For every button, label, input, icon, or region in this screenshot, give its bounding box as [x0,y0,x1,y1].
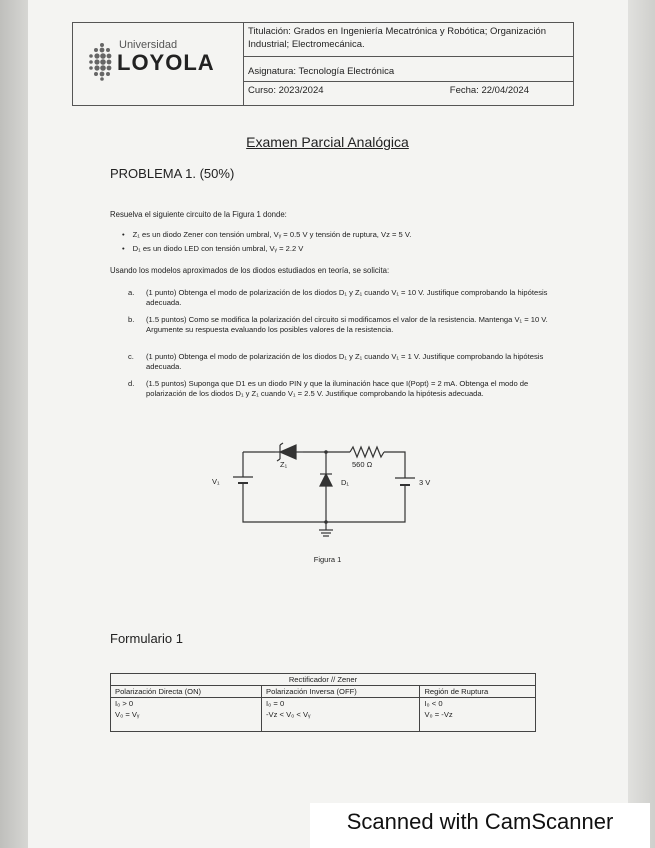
question-letter: c. [128,352,134,361]
table-header: Región de Ruptura [420,686,536,698]
titulacion: Titulación: Grados en Ingeniería Mecatrónica y Robótica; Organización Industrial; Electromecánica. [244,23,573,57]
question-text: (1 punto) Obtenga el modo de polarización de los diodos D₁ y Z₁ cuando V₁ = 1 V. Justifique comprobando la hipótesis adecuada. [146,352,544,371]
zener-diode-icon [275,443,303,461]
bullet-item: • Z₁ es un diodo Zener con tensión umbral, Vᵧ = 0.5 V y tensión de ruptura, Vz = 5 V. [122,230,411,239]
table-cell: I₀ > 0 [111,698,262,710]
table-cell: -Vz < V₀ < Vᵧ [262,709,420,732]
figure-caption: Figura 1 [313,555,342,564]
led-diode-icon [320,474,332,486]
question-c [128,352,548,372]
battery-v1-icon [233,477,253,483]
circuit-diagram [200,430,440,550]
table-title: Rectificador // Zener [111,674,536,686]
table-header-row [111,686,536,698]
table-header: Polarización Directa (ON) [111,686,262,698]
exam-title: Examen Parcial Analógica [246,134,409,150]
battery-3v-icon [395,478,415,485]
table-title-row [111,674,536,686]
table-row [111,709,536,732]
table-cell: V₀ = Vᵧ [111,709,262,732]
v1-label: V₁ [212,477,220,486]
question-b [128,315,548,335]
table-row [111,698,536,710]
ground-icon [319,522,333,536]
table-cell: I₀ < 0 [420,698,536,710]
table-cell: V₀ = -Vz [420,709,536,732]
university-label: Universidad [119,39,178,51]
fecha: Fecha: 22/04/2024 [449,85,529,96]
header-box [72,22,574,106]
bullet-item: • D₁ es un diodo LED con tensión umbral, Vᵧ = 2.2 V [122,244,303,253]
v3-label: 3 V [419,478,431,487]
question-d [128,379,548,399]
question-text: (1.5 puntos) Como se modifica la polarización del circuito si modificamos el valor de la resistencia. Mantenga V₁ = 10 V. Argumente su respuesta evaluando los posibles valores de la resistencia. [146,315,548,334]
curso: Curso: 2023/2024 [248,85,324,96]
formulario-title: Formulario 1 [110,631,183,646]
d1-label: D₁ [341,478,349,487]
table-header: Polarización Inversa (OFF) [262,686,420,698]
question-a [128,288,548,308]
header-info [244,23,573,105]
university-logo [73,23,244,105]
question-text: (1.5 puntos) Suponga que D1 es un diodo PIN y que la iluminación hace que I(Popt) = 2 mA. Obtenga el modo de polarización de los diodos D₁ y Z₁ cuando V₁ = 2.5 V. Justifique comprobando la hipótesis adecuada. [146,379,529,398]
question-letter: d. [128,379,135,388]
question-letter: a. [128,288,135,297]
exam-title-wrap [0,134,655,150]
intro-text: Resuelva el siguiente circuito de la Figura 1 donde: [110,210,287,219]
request-text: Usando los modelos aproximados de los diodos estudiados en teoría, se solicita: [110,266,390,275]
university-name: LOYOLA [117,50,215,75]
resistor-label: 560 Ω [352,460,373,469]
curso-fecha-row [244,82,573,99]
table-cell: I₀ = 0 [262,698,420,710]
asignatura: Asignatura: Tecnología Electrónica [244,57,573,82]
z1-label: Z₁ [280,460,288,469]
problem-title: PROBLEMA 1. (50%) [110,166,235,181]
camscanner-watermark: Scanned with CamScanner [310,803,650,848]
question-text: (1 punto) Obtenga el modo de polarización de los diodos D₁ y Z₁ cuando V₁ = 10 V. Justifique comprobando la hipótesis adecuada. [146,288,548,307]
logo-dots-icon [87,41,117,81]
resistor-icon [350,447,384,457]
question-letter: b. [128,315,135,324]
formulario-table [110,673,536,732]
